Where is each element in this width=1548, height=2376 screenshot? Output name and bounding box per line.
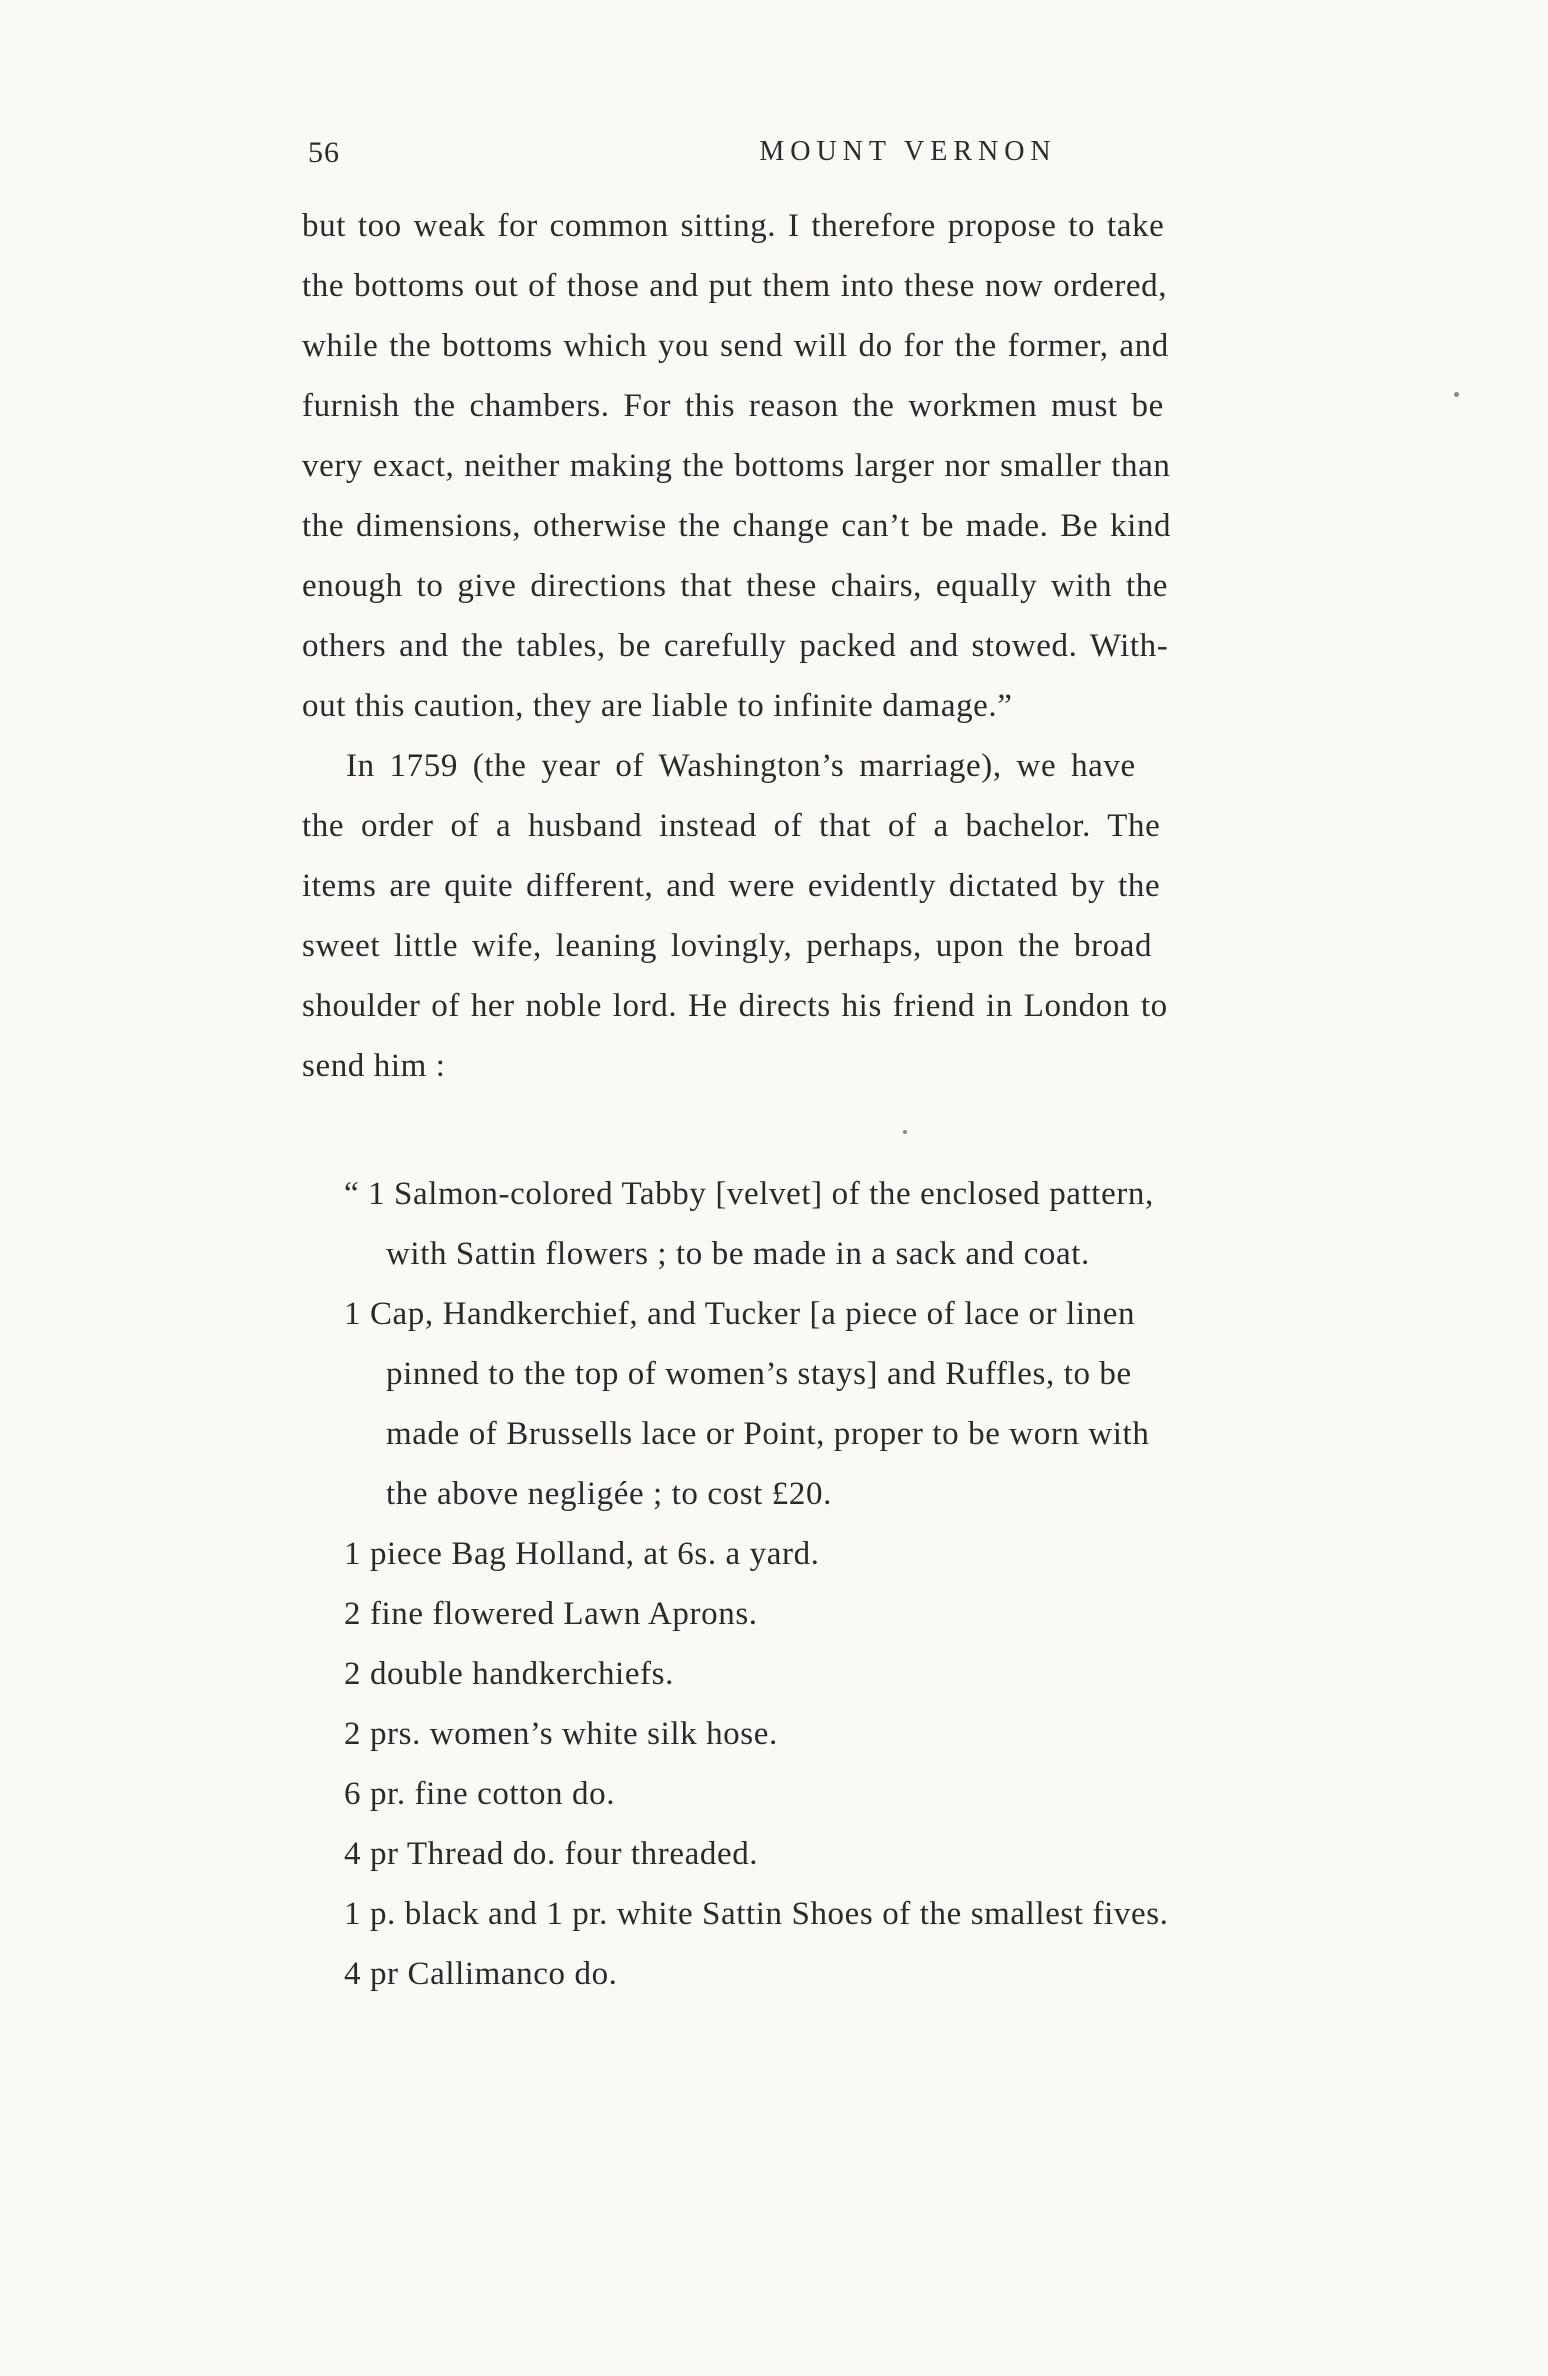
body-line: items are quite different, and were evidently dictated by the xyxy=(302,868,1161,904)
list-item: 2 fine flowered Lawn Aprons. xyxy=(344,1596,758,1632)
body-line: while the bottoms which you send will do for the former, and xyxy=(302,328,1169,364)
list-item: 1 p. black and 1 pr. white Sattin Shoes of the smallest fives. xyxy=(344,1896,1169,1932)
body-line: but too weak for common sitting. I therefore propose to take xyxy=(302,208,1165,244)
list-item: 2 double handkerchiefs. xyxy=(344,1656,674,1692)
list-item: 4 pr Callimanco do. xyxy=(344,1956,618,1992)
page-number: 56 xyxy=(308,136,340,169)
list-item: with Sattin flowers ; to be made in a sack and coat. xyxy=(386,1236,1090,1272)
running-head: MOUNT VERNON xyxy=(759,136,1057,167)
body-line: In 1759 (the year of Washington’s marriage), we have xyxy=(346,748,1136,784)
body-line: the bottoms out of those and put them into these now ordered, xyxy=(302,268,1168,304)
ink-speck xyxy=(903,1130,907,1134)
list-item: made of Brussells lace or Point, proper to be worn with xyxy=(386,1416,1150,1452)
list-item: 1 piece Bag Holland, at 6s. a yard. xyxy=(344,1536,820,1572)
page-header xyxy=(308,136,1448,176)
body-line: the order of a husband instead of that of a bachelor. The xyxy=(302,808,1161,844)
list-item: 6 pr. fine cotton do. xyxy=(344,1776,616,1812)
body-line: shoulder of her noble lord. He directs his friend in London to xyxy=(302,988,1168,1024)
ink-speck xyxy=(1454,392,1459,397)
list-item: 4 pr Thread do. four threaded. xyxy=(344,1836,759,1872)
body-line: sweet little wife, leaning lovingly, perhaps, upon the broad xyxy=(302,928,1153,964)
body-line: enough to give directions that these chairs, equally with the xyxy=(302,568,1169,604)
list-item: pinned to the top of women’s stays] and Ruffles, to be xyxy=(386,1356,1132,1392)
body-line: out this caution, they are liable to infinite damage.” xyxy=(302,688,1013,724)
body-line: others and the tables, be carefully packed and stowed. With- xyxy=(302,628,1169,664)
list-item: “ 1 Salmon-colored Tabby [velvet] of the enclosed pattern, xyxy=(344,1176,1154,1212)
body-line: the dimensions, otherwise the change can’t be made. Be kind xyxy=(302,508,1172,544)
body-line: furnish the chambers. For this reason the workmen must be xyxy=(302,388,1164,424)
body-line: very exact, neither making the bottoms larger nor smaller than xyxy=(302,448,1171,484)
body-line: send him : xyxy=(302,1048,446,1084)
list-item: 1 Cap, Handkerchief, and Tucker [a piece of lace or linen xyxy=(344,1296,1136,1332)
list-item: the above negligée ; to cost £20. xyxy=(386,1476,832,1512)
list-item: 2 prs. women’s white silk hose. xyxy=(344,1716,778,1752)
